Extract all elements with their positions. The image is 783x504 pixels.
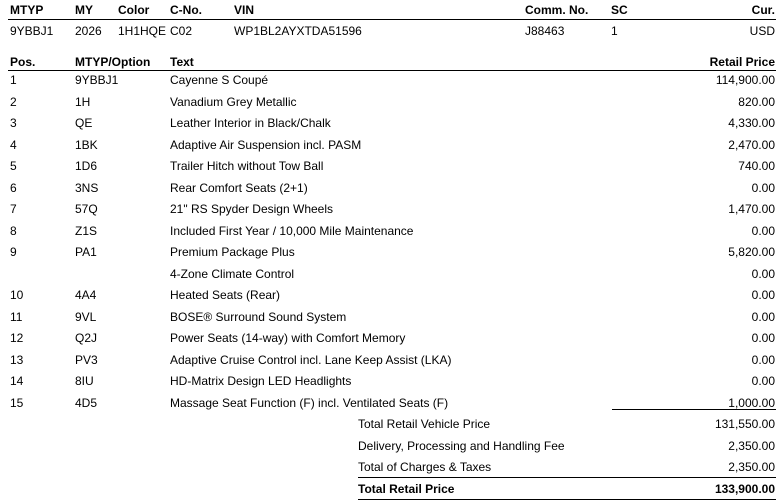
row-pos: 8 [10,223,17,238]
row-option: 9YBBJ1 [75,73,119,87]
header-label-cno: C-No. [170,3,202,17]
header-value-sc: 1 [611,24,618,38]
row-option: Z1S [75,223,98,238]
table-row [0,159,783,180]
row-option: 8IU [75,374,94,388]
row-text: Cayenne S Coupé [170,73,269,87]
table-row [0,396,783,417]
table-row [0,224,783,245]
row-text: HD-Matrix Design LED Headlights [170,374,352,388]
column-header-pos: Pos. [10,55,36,69]
row-option: 3NS [75,180,99,195]
row-pos: 10 [10,288,24,302]
header-value-vin: WP1BL2AYXTDA51596 [234,24,362,38]
row-price: 2,470.00 [728,137,775,152]
row-text: Massage Seat Function (F) incl. Ventilated Seats (F) [170,395,449,410]
row-pos: 7 [10,202,17,216]
row-text: Power Seats (14-way) with Comfort Memory [170,331,406,345]
table-header-divider [8,70,776,71]
row-option: 57Q [75,202,98,216]
header-value-currency: USD [749,24,775,38]
row-text: 21" RS Spyder Design Wheels [170,202,334,216]
row-option: QE [75,116,93,130]
row-price: 0.00 [751,288,775,302]
table-row [0,138,783,159]
row-price: 5,820.00 [728,245,775,259]
header-label-color: Color [118,3,150,17]
row-price: 0.00 [751,309,775,324]
row-price: 820.00 [738,94,775,109]
row-price: 0.00 [751,180,775,195]
total-value: 2,350.00 [728,460,775,474]
row-text: Adaptive Air Suspension incl. PASM [170,137,362,152]
column-header-option: MTYP/Option [75,55,151,69]
row-pos: 14 [10,374,24,388]
row-text: Vanadium Grey Metallic [170,94,297,109]
row-option: 1BK [75,137,98,152]
row-option: 4A4 [75,288,97,302]
row-pos: 4 [10,137,17,152]
row-price: 0.00 [751,331,775,345]
header-divider [8,19,776,20]
header-value-comm-no: J88463 [525,24,565,38]
header-value-cno: C02 [170,24,193,38]
table-row [0,95,783,116]
totals-divider-top [612,409,776,410]
row-text: Included First Year / 10,000 Mile Maintenance [170,223,414,238]
table-row [0,202,783,223]
row-pos: 9 [10,245,17,259]
row-pos: 1 [10,73,17,87]
total-label: Total Retail Vehicle Price [358,417,491,431]
table-row [0,73,783,94]
total-value: 2,350.00 [728,438,775,453]
header-label-sc: SC [611,3,628,17]
row-pos: 2 [10,94,17,109]
table-row [0,374,783,395]
total-value: 131,550.00 [714,417,775,431]
header-value-color: 1H1HQE [118,24,167,38]
header-label-comm-no: Comm. No. [525,3,589,17]
grand-total-label: Total Retail Price [358,481,455,496]
row-text: BOSE® Surround Sound System [170,309,347,324]
row-pos: 12 [10,331,24,345]
row-text: 4-Zone Climate Control [170,266,295,281]
row-price: 0.00 [751,266,775,281]
table-row [0,288,783,309]
row-text: Premium Package Plus [170,245,295,259]
header-value-mtyp: 9YBBJ1 [10,24,54,38]
header-label-vin: VIN [234,3,255,17]
row-pos: 6 [10,180,17,195]
row-option: Q2J [75,331,98,345]
row-price: 4,330.00 [728,116,775,130]
grand-total-divider [358,477,776,478]
row-price: 0.00 [751,374,775,388]
row-option: 1D6 [75,159,98,173]
table-row [0,310,783,331]
row-option: 1H [75,94,91,109]
row-pos: 13 [10,352,24,367]
header-label-currency: Cur. [751,3,775,17]
row-text: Heated Seats (Rear) [170,288,281,302]
row-text: Adaptive Cruise Control incl. Lane Keep Assist (LKA) [170,352,452,367]
table-row [0,353,783,374]
row-price: 114,900.00 [715,73,775,87]
row-option: PV3 [75,352,98,367]
row-price: 0.00 [751,223,775,238]
row-price: 740.00 [738,159,775,173]
column-header-retail-price: Retail Price [709,55,775,69]
total-label: Total of Charges & Taxes [358,460,492,474]
grand-total-value: 133,900.00 [714,481,775,496]
table-row [0,245,783,266]
total-label: Delivery, Processing and Handling Fee [358,438,565,453]
header-value-my: 2026 [75,24,102,38]
header-label-my: MY [75,3,93,17]
row-pos: 11 [10,309,23,324]
row-text: Rear Comfort Seats (2+1) [170,180,308,195]
table-row [0,331,783,352]
total-row [0,439,783,460]
total-row [0,417,783,438]
row-pos: 5 [10,159,17,173]
table-row [0,181,783,202]
column-header-text: Text [170,55,194,69]
row-option: PA1 [75,245,97,259]
row-price: 1,000.00 [728,395,775,410]
row-option: 4D5 [75,395,98,410]
row-price: 0.00 [751,352,775,367]
grand-total-underline [358,499,776,500]
row-option: 9VL [75,309,97,324]
row-pos: 15 [10,395,24,410]
row-price: 1,470.00 [728,202,775,216]
row-text: Leather Interior in Black/Chalk [170,116,331,130]
row-text: Trailer Hitch without Tow Ball [170,159,324,173]
header-label-mtyp: MTYP [10,3,44,17]
table-row [0,116,783,137]
row-pos: 3 [10,116,17,130]
table-row [0,267,783,288]
